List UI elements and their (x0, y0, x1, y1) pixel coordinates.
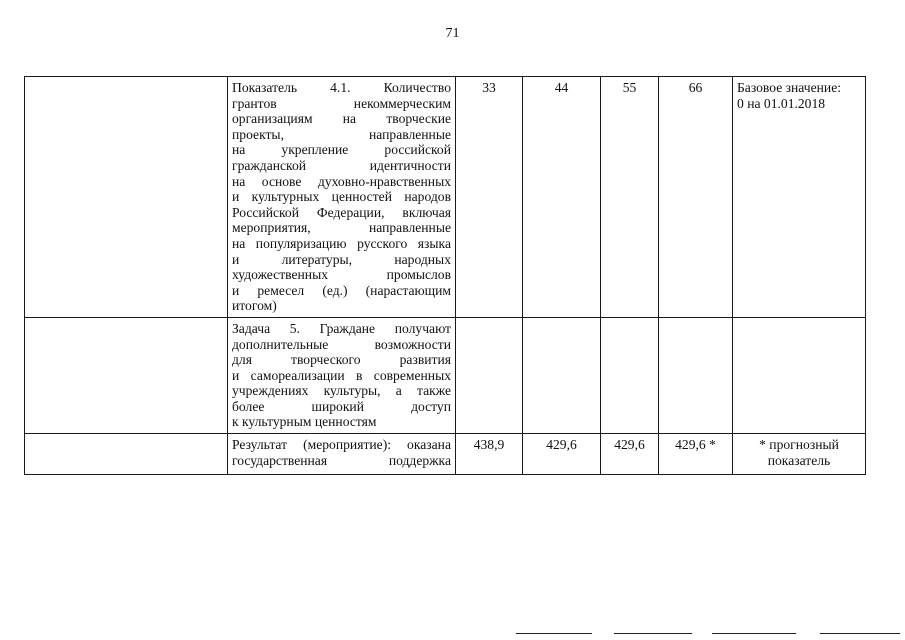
text-line: дополнительные возможности (232, 336, 451, 352)
value-cell: 429,6 * (659, 434, 733, 475)
note-line: * прогнозный (759, 437, 839, 453)
note-line: Базовое значение: (737, 80, 842, 95)
text-line: на основе духовно-нравственных (232, 173, 451, 189)
text-line: на популяризацию русского языка (232, 235, 451, 251)
result-description (228, 434, 456, 475)
signature-line (820, 633, 900, 634)
value-cell (601, 317, 659, 433)
text-line: на укрепление российской (232, 142, 451, 158)
text-line: и культурных ценностей народов (232, 189, 451, 205)
text-line: Задача 5. Граждане получают (232, 320, 451, 336)
text-line: проекты, направленные (232, 126, 451, 142)
value-cell: 429,6 (601, 434, 659, 475)
text-line: Показатель 4.1. Количество (232, 80, 451, 95)
text-line: организациям на творческие (232, 111, 451, 127)
empty-cell (25, 317, 228, 433)
text-line: гражданской идентичности (232, 157, 451, 173)
table-row-result (25, 434, 866, 475)
signature-line (712, 633, 796, 634)
value-cell: 438,9 (456, 434, 523, 475)
table-row-task-5 (25, 317, 866, 433)
value-cell: 66 (659, 77, 733, 318)
value-cell: 429,6 (523, 434, 601, 475)
text-line: и ремесел (ед.) (нарастающим (232, 282, 451, 298)
note-line: показатель (767, 452, 831, 468)
page-number: 71 (445, 26, 460, 41)
value-cell: 44 (523, 77, 601, 318)
table-row-indicator-4-1 (25, 77, 866, 318)
text-line: мероприятия, направленные (232, 220, 451, 236)
value-cell (659, 317, 733, 433)
empty-cell (25, 434, 228, 475)
note-cell (733, 434, 866, 475)
value-cell (456, 317, 523, 433)
text-line: грантов некоммерческим (232, 95, 451, 111)
note-cell (733, 317, 866, 433)
signature-line (516, 633, 592, 634)
text-line: Российской Федерации, включая (232, 204, 451, 220)
text-line: к культурным ценностям (232, 414, 377, 430)
note-line: 0 на 01.01.2018 (737, 95, 826, 111)
text-line: Результат (мероприятие): оказана (232, 437, 451, 453)
indicator-table (24, 76, 866, 475)
text-line: художественных промыслов (232, 267, 451, 283)
signature-line (614, 633, 692, 634)
text-line: более широкий доступ (232, 398, 451, 414)
text-line: и самореализации в современных (232, 367, 451, 383)
text-line: итогом) (232, 298, 277, 314)
value-cell: 33 (456, 77, 523, 318)
text-line: учреждениях культуры, а также (232, 383, 451, 399)
task-description (228, 317, 456, 433)
value-cell (523, 317, 601, 433)
text-line: и литературы, народных (232, 251, 451, 267)
empty-cell (25, 77, 228, 318)
note-cell (733, 77, 866, 318)
value-cell: 55 (601, 77, 659, 318)
indicator-description (228, 77, 456, 318)
text-line: государственная поддержка (232, 452, 451, 468)
text-line: для творческого развития (232, 352, 451, 368)
